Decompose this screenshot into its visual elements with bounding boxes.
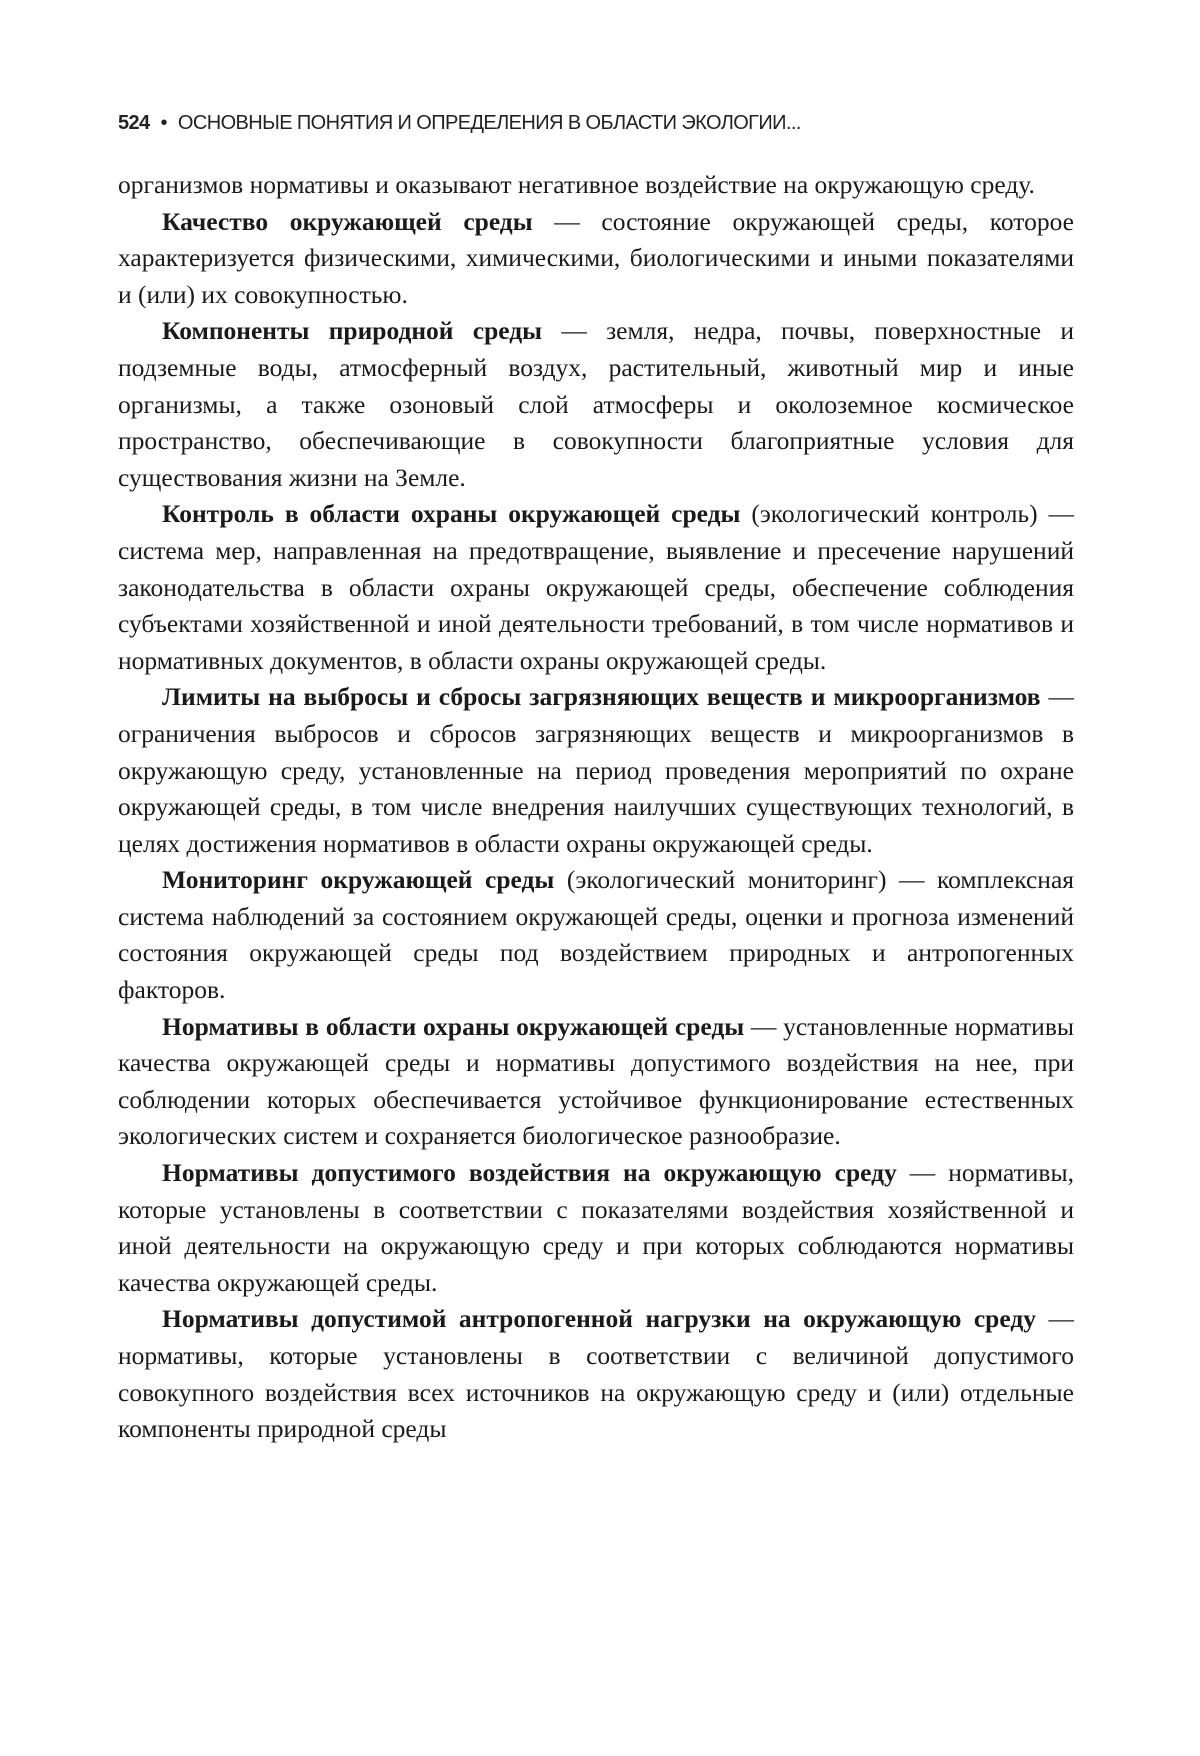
glossary-entry [118,1155,1074,1301]
entry-definition: — ограничения выбросов и сбросов загрязняющих веществ и микроорганизмов в окружающую среду, установленные на период проведения мероприятий по охране окружающей среды, в том числе внедрения наилучших существующих технологий, в целях достижения нормативов в области охраны окружающей среды. [118,682,1074,858]
entry-term: Нормативы в области охраны окружающей среды [162,1011,745,1041]
glossary-entry [118,862,1074,1008]
entry-definition: (экологический контроль) — система мер, направленная на предотвращение, выявление и пресечение нарушений законодательства в области охраны окружающей среды, обеспечение соблюдения субъектами хозяйственной и иной деятельности требований, в том числе нормативов и нормативных документов, в области охраны окружающей среды. [118,499,1074,675]
glossary-entry [118,204,1074,314]
page-number: 524 [118,112,150,134]
running-title: ОСНОВНЫЕ ПОНЯТИЯ И ОПРЕДЕЛЕНИЯ В ОБЛАСТИ ЭКОЛОГИИ... [177,112,801,134]
entry-term: Качество окружающей среды [162,206,533,236]
glossary-entry [118,1301,1074,1447]
entry-term: Контроль в области охраны окружающей среды [162,499,741,529]
continued-paragraph [118,167,1074,204]
entry-definition: (экологический мониторинг) — комплексная система наблюдений за состоянием окружающей среды, оценки и прогноза изменений состояния окружающей среды под воздействием природных и антропогенных факторов. [118,865,1074,1005]
glossary-entry [118,496,1074,679]
continued-text: организмов нормативы и оказывают негативное воздействие на окружающую среду. [118,170,1035,199]
entry-definition: — земля, недра, почвы, поверхностные и подземные воды, атмосферный воздух, растительный, животный мир и иные организмы, а также озоновый слой атмосферы и околоземное космическое пространство, обеспечивающие в совокупности благоприятные условия для существования жизни на Земле. [118,316,1074,492]
glossary-text [118,167,1074,1448]
header-separator: • [160,112,167,134]
glossary-entry [118,679,1074,862]
entry-definition: — установленные нормативы качества окружающей среды и нормативы допустимого воздействия на нее, при соблюдении которых обеспечивается устойчивое функционирование естественных экологических систем и сохраняется биологическое разнообразие. [118,1011,1074,1151]
entry-term: Лимиты на выбросы и сбросы загрязняющих веществ и микроорганизмов [162,682,1041,712]
entry-term: Компоненты природной среды [162,316,543,346]
entry-term: Нормативы допустимой антропогенной нагрузки на окружающую среду [162,1304,1036,1334]
entry-term: Нормативы допустимого воздействия на окружающую среду [162,1158,897,1188]
entry-definition: — нормативы, которые установлены в соответствии с величиной допустимого совокупного воздействия всех источников на окружающую среду и (или) отдельные компоненты природной среды [118,1304,1074,1444]
entry-term: Мониторинг окружающей среды [162,865,555,895]
entry-definition: — нормативы, которые установлены в соответствии с показателями воздействия хозяйственной и иной деятельности на окружающую среду и при которых соблюдаются нормативы качества окружающей среды. [118,1158,1074,1297]
entry-definition: — состояние окружающей среды, которое характеризуется физическими, химическими, биологическими и иными показателями и (или) их совокупностью. [118,206,1074,309]
running-header [118,112,1074,135]
glossary-entry [118,313,1074,496]
book-page [118,112,1074,1448]
glossary-entry [118,1009,1074,1155]
